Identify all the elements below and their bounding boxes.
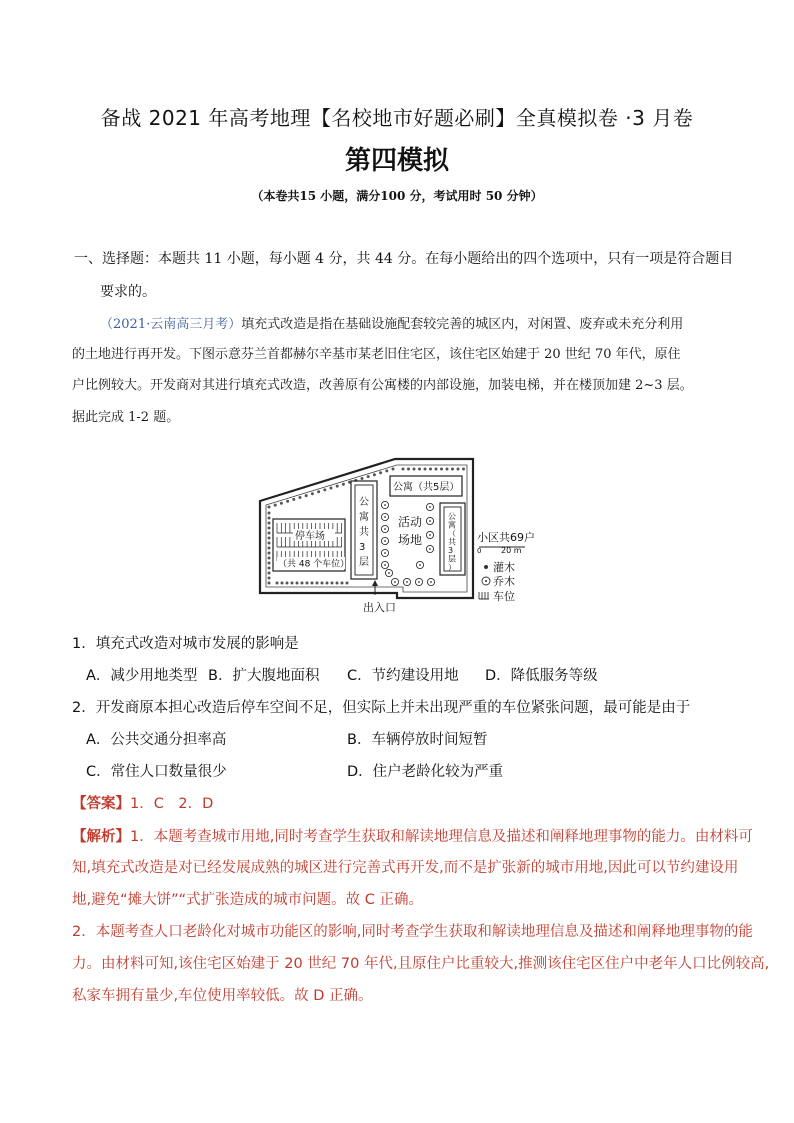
analysis-p2-line1: 2．本题考查人口老龄化对城市功能区的影响,同时考查学生获取和解读地理信息及描述和阐释地理事物的能 [72,924,753,940]
apartment-left-char: 公 [359,497,369,508]
passage-source: （2021·云南高三月考） [100,317,242,332]
shrub [341,582,344,585]
tree-symbol-center [394,581,396,583]
scale-zero: 0 [477,547,482,555]
shrub [316,582,319,585]
shrub [317,490,320,493]
parking-stalls [277,523,342,561]
activity-label-1: 活动 [398,515,423,529]
tree-symbol-center [429,506,431,508]
tree-symbol-center [384,516,386,518]
passage-line-2: 的土地进行再开发。下图示意芬兰首都赫尔辛基市某老旧住宅区，该住宅区始建于 20 世纪 70 年代，原住 [72,347,681,362]
legend-tree-label: 乔木 [493,575,515,588]
shrub [336,582,339,585]
tree-symbol-center [406,581,408,583]
q1-stem: 1．填充式改造对城市发展的影响是 [72,636,299,652]
shrub [305,494,308,497]
q2-option-b[interactable]: B．车辆停放时间短暂 [347,732,488,748]
apartment-right-char: 寓 [448,520,456,530]
shrub [276,582,279,585]
q2-option-d[interactable]: D．住户老龄化较为严重 [347,764,504,780]
shrub [407,468,410,471]
shrub [296,582,299,585]
shrub [424,468,427,471]
shrub [321,582,324,585]
activity-label-2: 场地 [398,533,423,547]
q1-option-d[interactable]: D．降低服务等级 [485,668,598,684]
tree-symbol-center [384,540,386,542]
shrub [299,496,302,499]
shrub [301,582,304,585]
analysis-p1-line1: 1．本题考查城市用地,同时考查学生获取和解读地理信息及描述和阐释地理事物的能力。由材料可 [130,829,753,845]
answer-row [72,792,213,813]
shrub [268,517,271,520]
tree-symbol-center [418,581,420,583]
passage-line-3: 户比例较大。开发商对其进行填充式改造，改善原有公寓楼的内部设施，加装电梯，并在楼顶加建 2~3 层。 [72,378,693,393]
apartment-right-label [448,512,456,572]
shrub [268,557,271,560]
shrub [392,468,395,471]
q2-stem: 2．开发商原本担心改造后停车空间不足，但实际上并未出现严重的车位紧张问题，最可能是由于 [72,700,691,716]
apartment-right-char: 公 [448,512,456,521]
q1-option-b[interactable]: B．扩大腹地面积 [208,668,320,684]
passage-line-1 [100,310,760,340]
residential-map [255,455,555,623]
answer-label: 【答案】 [72,796,130,812]
tree-symbol-center [384,504,386,506]
apartment-right-char: 层 [448,554,456,564]
legend-shrub-symbol [484,565,488,569]
tree-symbol-center [419,564,421,566]
apartment-left-label [359,497,369,568]
apartment-left-char: 共 [359,527,369,538]
shrub [268,537,271,540]
entrance-arrowhead [372,580,378,586]
entrance-label: 出入口 [363,601,396,614]
shrub [379,471,382,474]
shrub [336,485,339,488]
shrub [268,542,271,545]
section-instructions: 一、选择题：本题共 11 小题，每小题 4 分，共 44 分。在每小题给出的四个选项中，只有一项是符合题目 [74,251,734,267]
shrub [268,582,271,585]
shrub [446,468,449,471]
shrub [281,582,284,585]
exam-note: （本卷共15 小题，满分100 分，考试用时 50 分钟） [251,189,543,203]
shrub [311,582,314,585]
apartment-right-char: （ [448,529,456,538]
shrub [306,582,309,585]
legend-parking-symbol [479,592,489,599]
apartment-left-char: 寓 [359,512,369,523]
paper-subtitle: 第四模拟 [344,146,449,176]
apartment-right-char: 3 [448,546,454,555]
passage-line-4: 据此完成 1-2 题。 [72,410,180,425]
q1-option-c[interactable]: C．节约建设用地 [347,668,459,684]
shrub [286,500,289,503]
shrub [280,502,283,505]
shrub [361,477,364,480]
shrub [367,475,370,478]
paper-title: 备战 2021 年高考地理【名校地市好题必刷】全真模拟卷 ·3 月卷 [100,106,694,130]
tree-symbol-center [384,552,386,554]
legend-tree-dot [485,580,487,582]
shrub [286,582,289,585]
shrub [457,468,460,471]
shrub [291,582,294,585]
tree-symbol-center [429,520,431,522]
q1-option-a[interactable]: A．减少用地类型 [86,668,198,684]
shrub [373,473,376,476]
analysis-p2-line2: 力。由材料可知,该住宅区始建于 20 世纪 70 年代,且原住户比重较大,推测该住宅区住户中老年人口比例较高, [72,956,770,972]
shrub [268,567,271,570]
legend-shrub-label: 灌木 [493,561,515,574]
q2-option-a[interactable]: A．公共交通分担率高 [86,732,227,748]
tree-symbol-center [429,548,431,550]
shrub [268,552,271,555]
shrub [268,562,271,565]
analysis-label: 【解析】 [72,829,130,845]
apartment-left-char: 3 [359,542,366,553]
apartment-left-char: 层 [359,557,369,568]
shrub [413,468,416,471]
passage-text: 填充式改造是指在基础设施配套较完善的城区内，对闲置、废弃或未充分利用 [241,317,684,332]
tree-symbol-center [430,581,432,583]
parking-count-label: （共 48 个车位） [278,559,350,570]
shrub [330,487,333,490]
shrub [268,572,271,575]
tree-symbol-center [384,528,386,530]
tree-symbol-center [384,564,386,566]
shrub [462,468,465,471]
households-label: 小区共69户 [477,531,535,544]
shrub [385,469,388,472]
shrub [268,512,271,515]
shrub [274,504,277,507]
shrub [268,577,271,580]
scale-value: 20 m [501,546,522,555]
shrub [268,547,271,550]
analysis-p1-line2: 知,填充式改造是对已经发展成熟的城区进行完善式再开发,而不是扩张新的城市用地,因此可以节约建设用 [72,860,739,876]
shrub [268,506,271,509]
analysis-p2-line3: 私家车拥有量少,车位使用率较低。故 D 正确。 [72,988,373,1004]
shrub [451,468,454,471]
apartment-top-label: 公寓（共5层） [393,482,460,493]
shrub [429,468,432,471]
tree-symbol-center [429,534,431,536]
shrub [268,532,271,535]
apartment-right-char: 共 [448,537,456,547]
answer-text: 1．C 2．D [130,796,214,812]
apartment-right-char: ） [448,563,456,572]
q2-option-c[interactable]: C．常住人口数量很少 [86,764,227,780]
shrub [331,582,334,585]
analysis-line-1 [72,825,753,846]
shrub [268,527,271,530]
shrub [311,492,314,495]
tree-symbol-center [388,572,390,574]
shrub [342,483,345,486]
shrub [292,498,295,501]
parking-label: 停车场 [295,531,325,542]
shrub [402,468,405,471]
shrub [268,522,271,525]
analysis-p1-line3: 地,避免“摊大饼”“式扩张造成的城市问题。故 C 正确。 [72,892,423,908]
shrub [440,468,443,471]
shrub [435,468,438,471]
shrub [323,488,326,491]
section-instructions-cont: 要求的。 [100,284,156,300]
shrub [326,582,329,585]
shrub [418,468,421,471]
shrub [346,582,349,585]
legend-parking-label: 车位 [493,590,515,603]
